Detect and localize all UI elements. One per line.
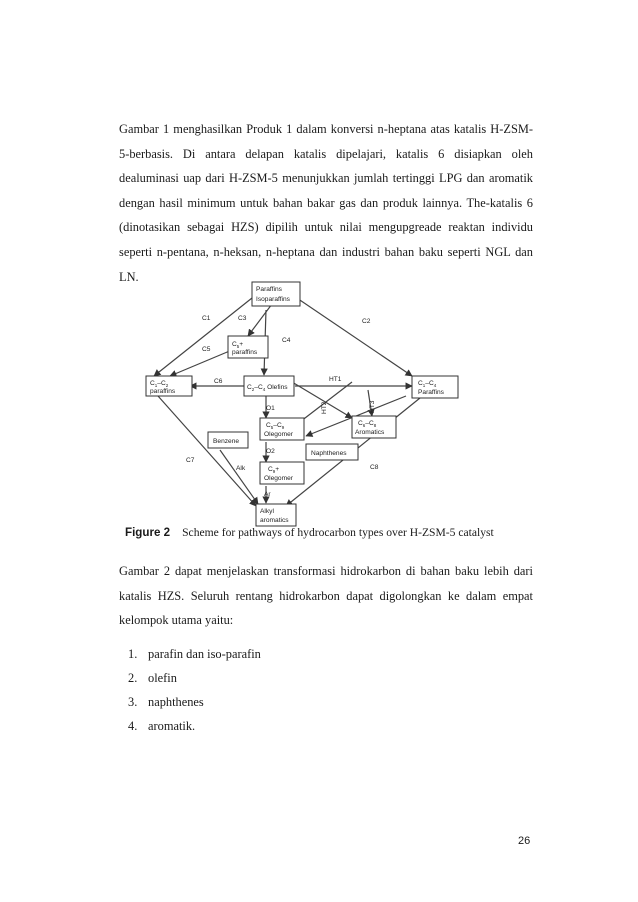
pathway-diagram: [120, 280, 520, 538]
arrow-alk: [220, 450, 258, 504]
label-o1: O1: [266, 405, 275, 412]
list-text: naphthenes: [148, 695, 204, 709]
label-ht1: HT1: [329, 376, 342, 383]
list-item: [128, 642, 261, 666]
paragraph-line: 5-berbasis. Di antara delapan katalis dipelajari, katalis 6 disiapkan oleh: [119, 146, 533, 161]
arrow-c2: [288, 292, 412, 376]
label-c1: C1: [202, 315, 211, 322]
paragraph-line: katalis HZS. Seluruh rentang hidrokarbon dapat digolongkan ke dalam empat: [119, 588, 533, 603]
node-alkyl-line2: aromatics: [260, 517, 289, 524]
label-o2: O2: [266, 448, 275, 455]
paragraph-line: dealuminasi uap dari H-ZSM-5 menunjukkan jumlah tertinggi LPG dan aromatik: [119, 171, 533, 186]
label-c4: C4: [282, 337, 291, 344]
label-ht3: HT3: [369, 400, 376, 413]
node-c1c4-line1: $C_1-C_4$: [418, 380, 437, 388]
label-c3: C3: [238, 315, 247, 322]
paragraph-line: (dinotasikan sebagai HZS) dipilih untuk nilai mengupgreade reaktan individu: [119, 220, 533, 235]
list-item: [128, 714, 261, 738]
figure-caption: [125, 526, 494, 539]
node-paraffins-line2: Isoparaffins: [256, 296, 290, 303]
node-c5-paraffins-line1: $C_5+$: [232, 341, 244, 349]
node-aromatics-line2: Aromatics: [355, 429, 385, 436]
list-number: 2.: [128, 671, 138, 685]
list-item: [128, 690, 261, 714]
list-number: 3.: [128, 695, 138, 709]
label-ht2: HT2: [321, 401, 328, 414]
arrow-c5: [170, 350, 232, 376]
node-c1c4-line2: Paraffins: [418, 389, 444, 396]
node-aromatics-line1: $C_6-C_8$: [358, 420, 377, 428]
list-item: [128, 666, 261, 690]
paragraph-line: LN.: [119, 269, 139, 284]
node-benzene-label: Benzene: [213, 438, 240, 445]
arrow-c7: [158, 396, 256, 506]
paragraph-line: Gambar 2 dapat menjelaskan transformasi hidrokarbon di bahan baku lebih dari: [119, 564, 533, 578]
list-text: parafin dan iso-parafin: [148, 647, 261, 661]
figure-caption-text: Scheme for pathways of hydrocarbon types over H-ZSM-5 catalyst: [182, 526, 494, 539]
figure-caption-label: Figure 2: [125, 526, 171, 539]
list-text: olefin: [148, 671, 177, 685]
list-number: 1.: [128, 647, 138, 661]
label-c5: C5: [202, 346, 211, 353]
paragraph-line: dengan hasil minimum untuk bahan bakar gas dan produk lainnya. The-katalis 6: [119, 195, 533, 210]
node-c1c2-line2: paraffins: [150, 388, 176, 395]
node-c5-paraffins-line2: paraffins: [232, 349, 258, 356]
page-number: 26: [518, 835, 531, 847]
label-ar: Ar: [264, 491, 271, 498]
paragraph-line: Gambar 1 menghasilkan Produk 1 dalam konversi n-heptana atas katalis H-ZSM-: [119, 122, 533, 136]
label-c2: C2: [362, 318, 371, 325]
paragraph-line: seperti n-pentana, n-heksan, n-heptana dan industri bahan baku seperti NGL dan: [119, 244, 533, 259]
paragraph-2: [119, 559, 533, 633]
node-alkyl-line1: Alkyl: [260, 508, 274, 515]
list-number: 4.: [128, 719, 138, 733]
node-c9-oligomer-line2: Olegomer: [264, 475, 293, 482]
pathway-scheme-figure: [120, 280, 520, 538]
node-paraffins-line1: Paraffins: [256, 286, 282, 293]
node-olefins-label: $C_2-C_4$ Olefins: [247, 384, 288, 392]
node-c9-oligomer-line1: $C_9+$: [268, 466, 280, 474]
paragraph-line: kelompok utama yaitu:: [119, 613, 234, 628]
node-naphthenes-label: Naphthenes: [311, 450, 347, 457]
list-text: aromatik.: [148, 719, 196, 733]
paragraph-1: [119, 117, 533, 289]
node-c1c2-line1: $C_1-C_2$: [150, 380, 169, 388]
label-alk: Alk: [236, 465, 246, 472]
node-c5c9-line1: $C_5-C_9$: [266, 422, 285, 430]
node-c5c9-line2: Olegomer: [264, 431, 293, 438]
label-c6: C6: [214, 378, 223, 385]
label-c7: C7: [186, 457, 195, 464]
hydrocarbon-group-list: [128, 642, 261, 738]
label-c8: C8: [370, 464, 379, 471]
arrow-c3: [248, 304, 272, 336]
